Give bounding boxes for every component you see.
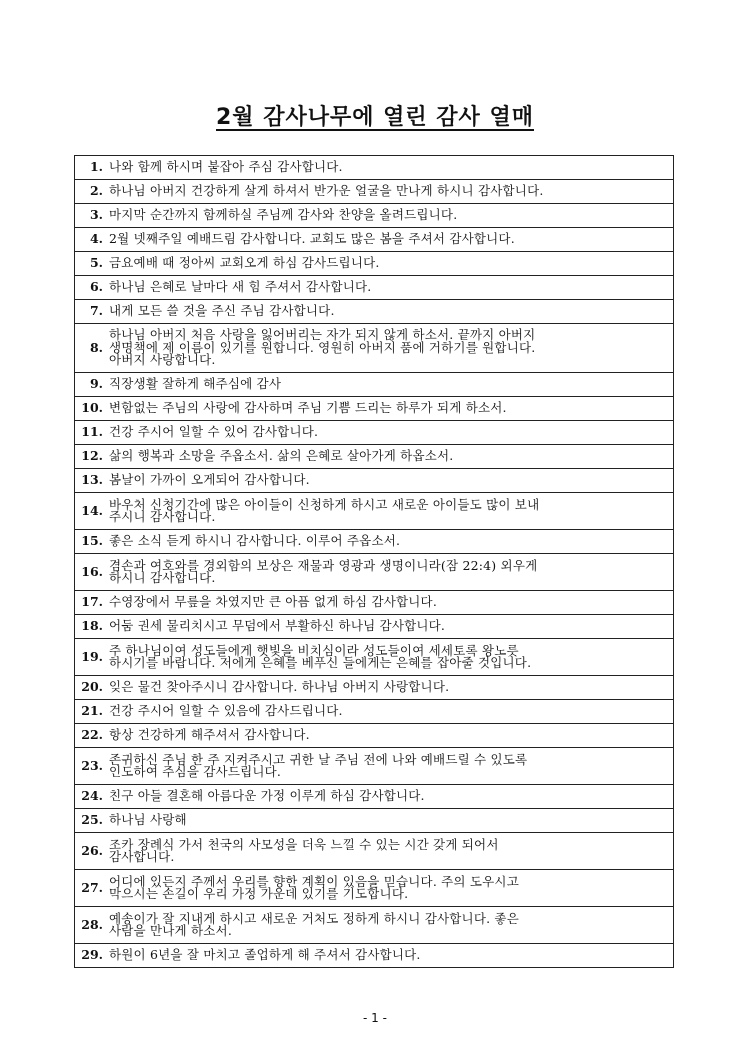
item-text: 마지막 순간까지 함께하실 주님께 감사와 찬양을 올려드립니다. [109,207,458,223]
table-row [75,373,674,397]
item-text: 주 하나님이여 성도들에게 햇빛을 비치심이라 성도들이여 세세토록 왕노릇 하시기를 바랍니다. 저에게 은혜를 베푸신 들에게는 은혜를 잡아줄 것입니다. [109,642,532,670]
item-text: 조카 장례식 가서 천국의 사모성을 더욱 느낄 수 있는 시간 갖게 되어서 감사합니다. [109,836,499,864]
item-text: 삶의 행복과 소망을 주옵소서. 삶의 은혜로 살아가게 하옵소서. [109,448,454,464]
table-row [75,252,674,276]
item-number: 5. [89,255,103,271]
item-number: 18. [81,618,103,634]
item-number: 16. [81,563,103,579]
item-text: 하나님 은혜로 날마다 새 힘 주셔서 감사합니다. [109,279,372,295]
item-number: 1. [89,159,103,175]
table-row [75,324,674,373]
table-row [75,276,674,300]
item-text: 직장생활 잘하게 해주심에 감사 [109,376,282,392]
table-row [75,907,674,944]
item-text: 봄날이 가까이 오게되어 감사합니다. [109,472,310,488]
table-row [75,748,674,785]
table-row [75,469,674,493]
item-text: 건강 주시어 일할 수 있어 감사합니다. [109,424,319,440]
item-number: 26. [81,842,103,858]
item-text: 나와 함께 하시며 붙잡아 주심 감사합니다. [109,159,343,175]
item-text: 하나님 아버지 건강하게 살게 하셔서 반가운 얼굴을 만나게 하시니 감사합니다. [109,183,544,199]
item-number: 4. [89,231,103,247]
table-row [75,397,674,421]
table-row [75,615,674,639]
thanks-table [74,155,674,968]
table-row [75,809,674,833]
item-text: 친구 아들 결혼해 아름다운 가정 이루게 하심 감사합니다. [109,788,425,804]
item-text: 예송이가 잘 지내게 하시고 새로운 거처도 정하게 하시니 감사합니다. 좋은 사람을 만나게 하소서. [109,910,519,938]
item-text: 겸손과 여호와를 경외함의 보상은 재물과 영광과 생명이니라(잠 22:4) 외우게 하시니 감사합니다. [109,557,538,585]
table-row [75,228,674,252]
item-number: 23. [81,757,103,773]
item-text: 내게 모든 쓸 것을 주신 주님 감사합니다. [109,303,335,319]
item-number: 6. [89,279,103,295]
item-number: 7. [89,303,103,319]
table-row [75,591,674,615]
item-text: 좋은 소식 듣게 하시니 감사합니다. 이루어 주옵소서. [109,533,401,549]
item-number: 13. [81,472,103,488]
item-number: 21. [81,703,103,719]
table-row [75,700,674,724]
item-number: 20. [81,679,103,695]
item-text: 어디에 있든지 주께서 우리를 향한 계획이 있음을 믿습니다. 주의 도우시고 막으시는 손길이 우리 가정 가운데 있기를 기도합니다. [109,873,519,901]
item-number: 11. [81,424,103,440]
item-number: 15. [81,533,103,549]
table-row [75,204,674,228]
item-number: 12. [81,448,103,464]
item-text: 수영장에서 무릎을 차였지만 큰 아픔 없게 하심 감사합니다. [109,594,437,610]
table-row [75,944,674,968]
table-row [75,554,674,591]
table-row [75,870,674,907]
item-number: 19. [81,648,103,664]
item-text: 하나님 아버지 처음 사랑을 잃어버리는 자가 되지 않게 하소서. 끝까지 아버지 생명책에 제 이름이 있기를 원합니다. 영원히 아버지 품에 거하기를 원합니다. 아버지 사랑합니다. [109,327,536,368]
item-number: 24. [81,788,103,804]
item-number: 27. [81,879,103,895]
item-text: 항상 건강하게 해주셔서 감사합니다. [109,727,310,743]
item-number: 29. [81,947,103,963]
page-title: 2월 감사나무에 열린 감사 열매 [216,105,534,130]
item-text: 어둠 권세 물리치시고 무덤에서 부활하신 하나님 감사합니다. [109,618,446,634]
item-text: 2월 넷째주일 예배드림 감사합니다. 교회도 많은 봄을 주셔서 감사합니다. [109,231,515,247]
item-text: 바우처 신청기간에 많은 아이들이 신청하게 하시고 새로운 아이들도 많이 보내 주시니 감사합니다. [109,496,540,524]
item-text: 존귀하신 주님 한 주 지켜주시고 귀한 날 주님 전에 나와 예배드릴 수 있도록 인도하여 주심을 감사드립니다. [109,751,528,779]
item-number: 22. [81,727,103,743]
item-number: 2. [89,183,103,199]
item-number: 14. [81,502,103,518]
table-row [75,156,674,180]
item-number: 25. [81,812,103,828]
table-row [75,724,674,748]
page-number: - 1 - [363,1011,387,1025]
table-row [75,530,674,554]
item-number: 17. [81,594,103,610]
item-text: 변함없는 주님의 사랑에 감사하며 주님 기쁨 드리는 하루가 되게 하소서. [109,400,507,416]
table-row [75,676,674,700]
item-number: 10. [81,400,103,416]
item-number: 3. [89,207,103,223]
item-text: 하원이 6년을 잘 마치고 졸업하게 해 주셔서 감사합니다. [109,947,421,963]
item-text: 금요예배 때 정아씨 교회오게 하심 감사드립니다. [109,255,380,271]
item-text: 건강 주시어 일할 수 있음에 감사드립니다. [109,703,343,719]
table-row [75,639,674,676]
table-row [75,300,674,324]
item-text: 잊은 물건 찾아주시니 감사합니다. 하나님 아버지 사랑합니다. [109,679,450,695]
table-row [75,833,674,870]
item-number: 9. [89,376,103,392]
table-row [75,180,674,204]
table-row [75,445,674,469]
item-text: 하나님 사랑해 [109,812,187,828]
item-number: 8. [89,339,103,355]
table-row [75,493,674,530]
item-number: 28. [81,916,103,932]
table-row [75,785,674,809]
table-row [75,421,674,445]
